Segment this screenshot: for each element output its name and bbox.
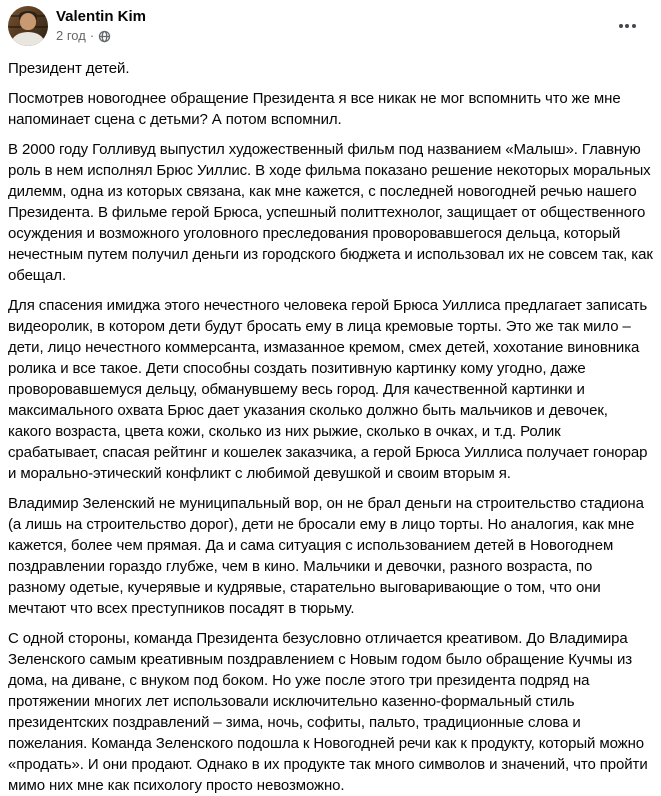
meta-separator: ·	[89, 28, 95, 43]
post-header	[8, 6, 653, 46]
post-meta	[56, 28, 611, 44]
post-paragraph: Посмотрев новогоднее обращение Президента я все никак не мог вспомнить что же мне напоминает сцена с детьми? А потом вспомнил.	[8, 90, 621, 128]
avatar-person-face	[20, 13, 36, 30]
timestamp[interactable]: 2 год	[56, 28, 86, 43]
ellipsis-icon	[625, 24, 629, 28]
post-options-button[interactable]	[611, 10, 643, 42]
globe-icon	[98, 30, 111, 43]
post-paragraph: Президент детей.	[8, 60, 130, 77]
post-header-text	[56, 6, 611, 44]
post-paragraph: С одной стороны, команда Президента безусловно отличается креативом. До Владимира Зеленского самым креативным поздравлением с Новым годом было обращение Кучмы из дома, на диване, с внуком под боком. Но уже после этого три президента подряд на протяжении многих лет использовали исключительно казенно-формальный стиль президентских поздравлений – зима, ночь, софиты, пальто, традиционные слова и пожелания. Команда Зеленского подошла к Новогодней речи как к продукту, который можно «продать». И они продают. Однако в их продукте так много символов и значений, что пройти мимо них мне как психологу просто невозможно.	[8, 630, 648, 794]
author-name[interactable]: Valentin Kim	[56, 8, 147, 25]
post-paragraph: Для спасения имиджа этого нечестного человека герой Брюса Уиллиса предлагает записать видеоролик, в котором дети будут бросать ему в лица кремовые торты. Это же так мило – дети, лицо нечестного коммерсанта, измазанное кремом, смех детей, хохотание виновника ролика и все такое. Дети способны создать позитивную картинку кому угодно, даже проворовавшемуся дельцу, обманувшему весь город. Для качественной картинки и максимального охвата Брюс дает указания сколько должно быть мальчиков и девочек, какого возраста, цвета кожи, сколько из них рыжие, сколько в очках, и т.д. Ролик срабатывает, спасая рейтинг и кошелек заказчика, а герой Брюса Уиллиса получает гонорар и морально-этический конфликт с любимой девушкой и своим вторым я.	[8, 297, 648, 482]
post-paragraph: Владимир Зеленский не муниципальный вор, он не брал деньги на строительство стадиона (а лишь на строительство дорог), дети не бросали ему в лицо торты. Но аналогия, как мне кажется, более чем прямая. Да и сама ситуация с использованием детей в Новогоднем поздравлении гораздо глубже, чем в кино. Мальчики и девочки, разного возраста, по разному одетые, кучерявые и кудрявые, старательно выговаривающие о том, что они мечтают что всех преступников посадят в тюрьму.	[8, 495, 644, 617]
avatar-person-shirt	[12, 32, 44, 46]
avatar[interactable]	[8, 6, 48, 46]
ellipsis-icon	[619, 24, 623, 28]
post-paragraph: В 2000 году Голливуд выпустил художественный фильм под названием «Малыш». Главную роль в нем исполнял Брюс Уиллис. В ходе фильма показано решение некоторых моральных дилемм, одна из которых связана, как мне кажется, с последней новогодней речью нашего Президента. В фильме герой Брюса, успешный политтехнолог, защищает от общественного осуждения и возможного уголовного преследования проворовавшегося дельца, который нечестным путем получил деньги из городского бюджета и использовал их не совсем так, как обещал.	[8, 141, 653, 284]
post-body	[8, 58, 653, 796]
ellipsis-icon	[632, 24, 636, 28]
